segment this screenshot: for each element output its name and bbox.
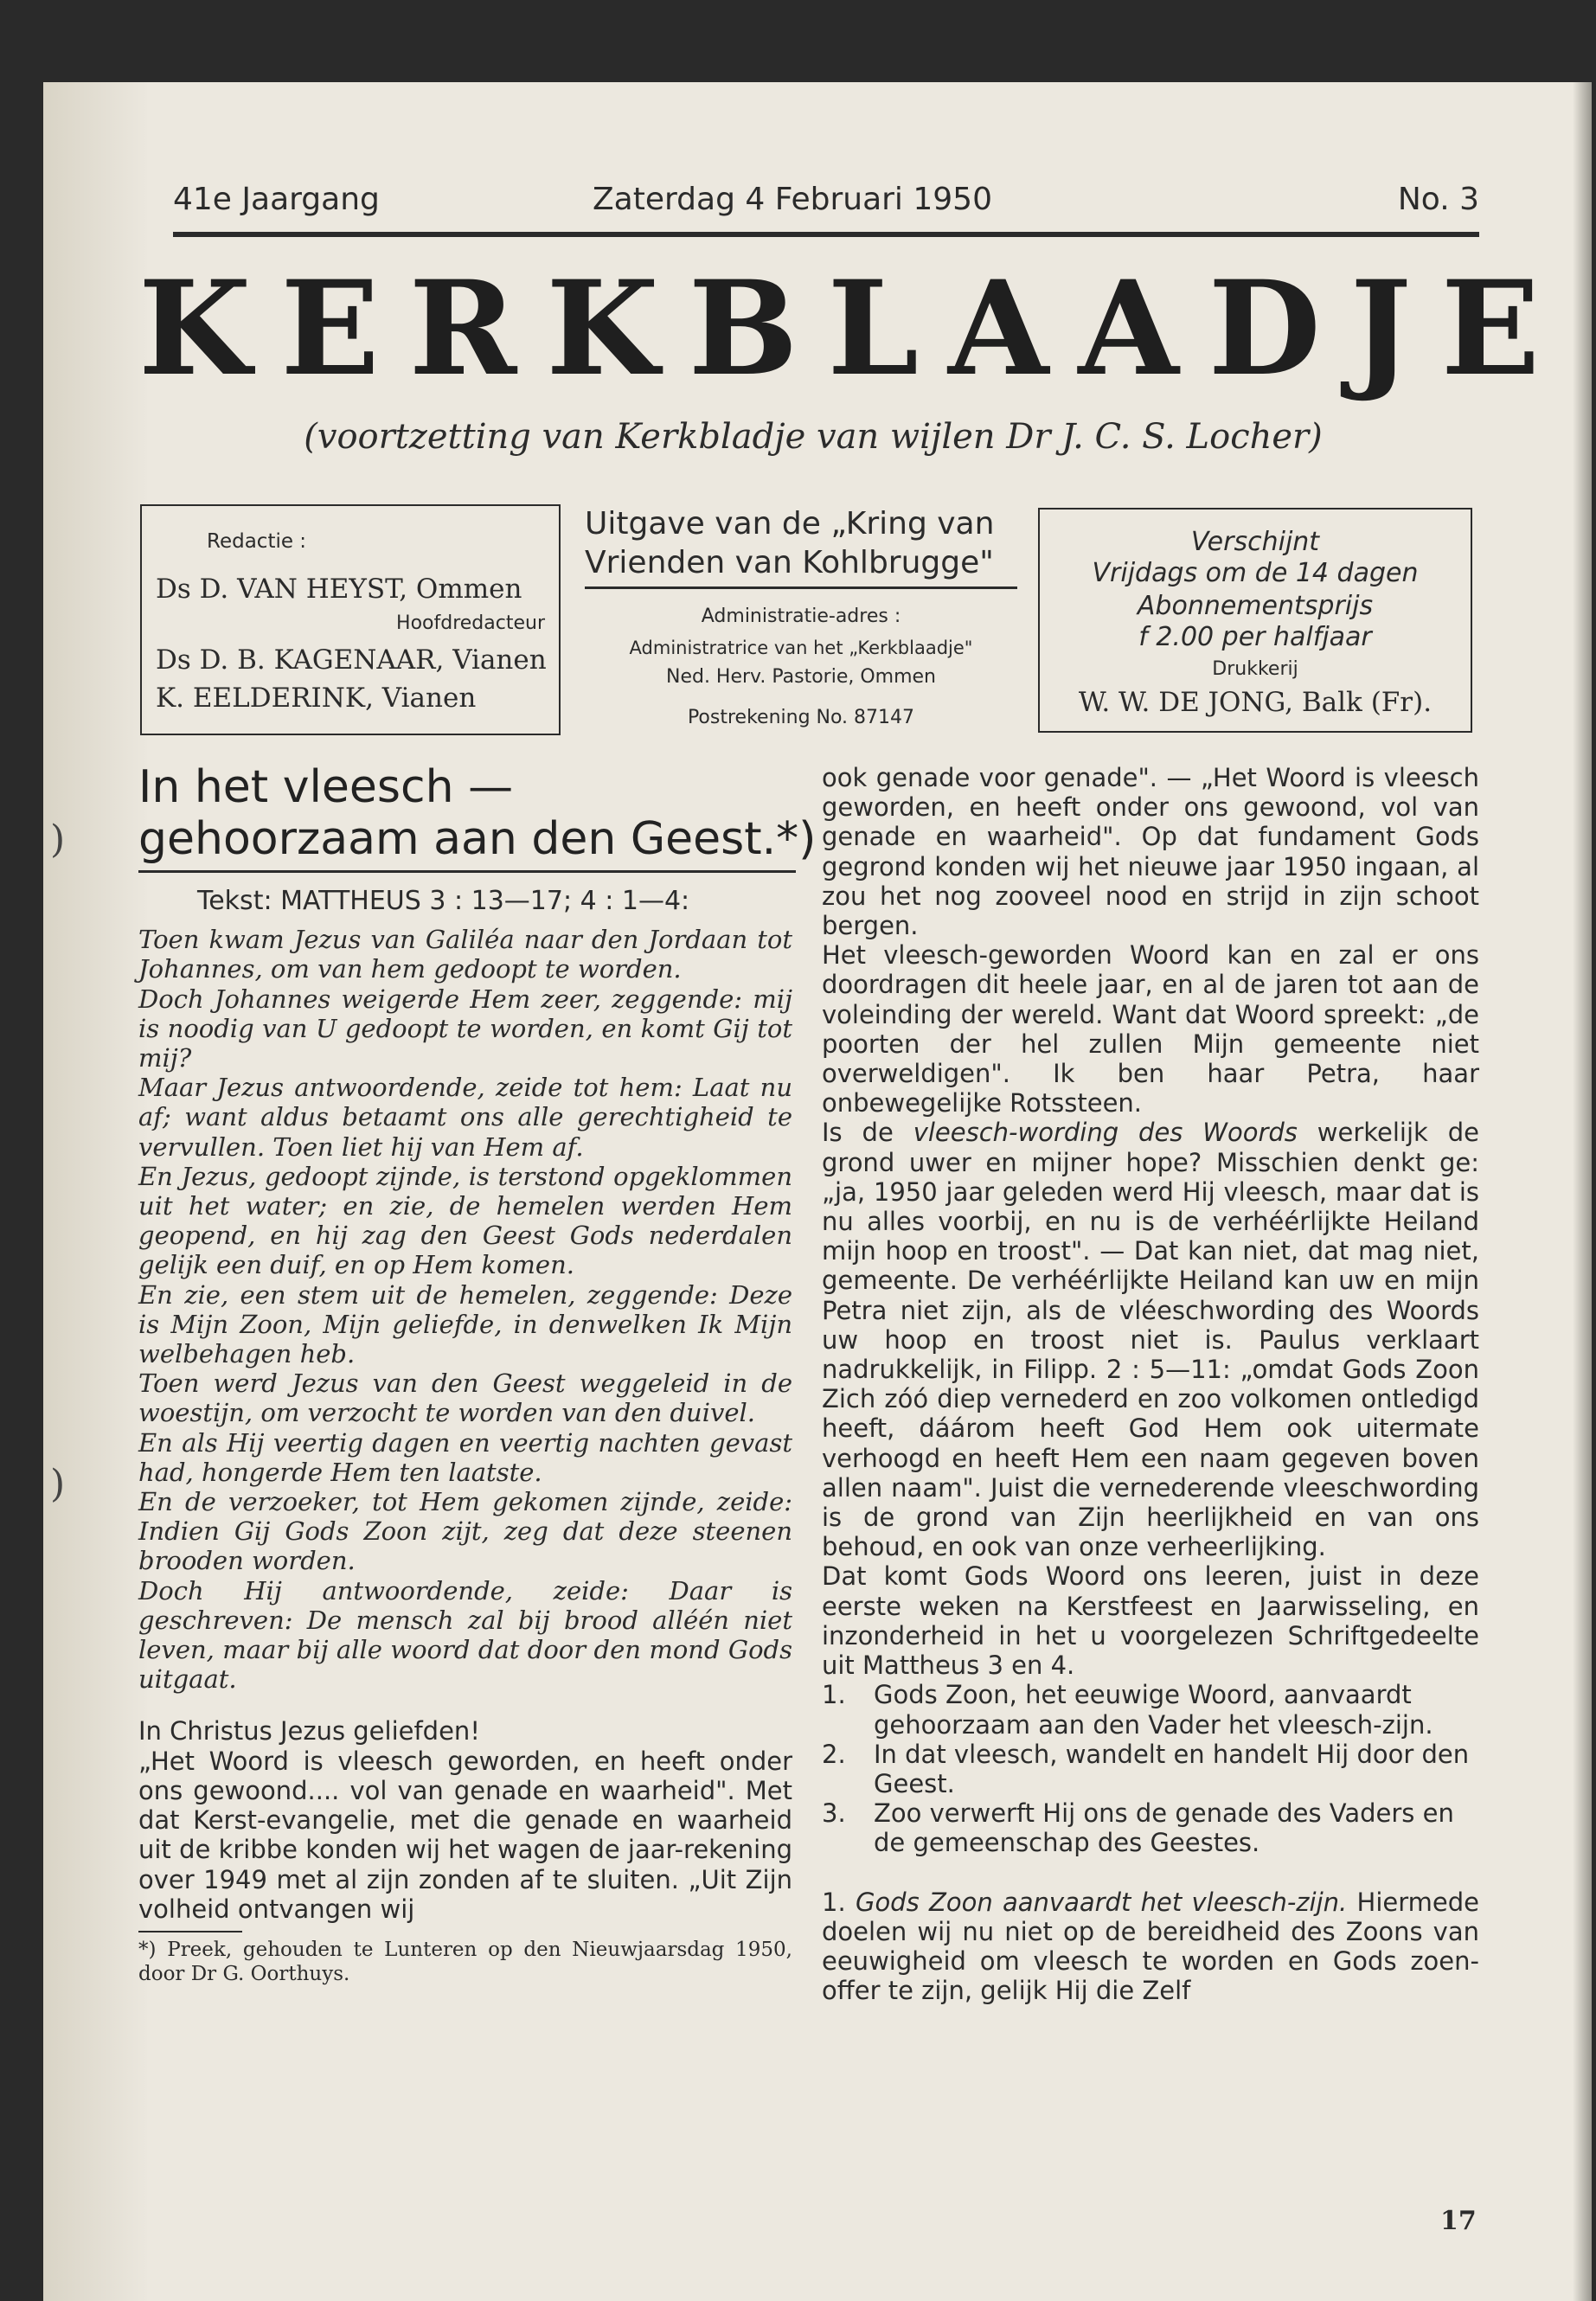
body-text: Is de [822, 1118, 913, 1148]
scripture-verse: En de verzoeker, tot Hem gekomen zijnde, zeide: Indien Gij Gods Zoon zijt, zeg dat deze steenen brooden worden. [138, 1487, 792, 1576]
frequency-value: Vrijdags om de 14 dagen [1092, 558, 1419, 588]
publisher-line1: Uitgave van de „Kring van [585, 506, 995, 542]
list-number: 2. [822, 1739, 846, 1769]
body-text: werkelijk de grond uwer en mijner hope? Misschien denkt ge: „ja, 1950 jaar geleden werd Hij vleesch, maar dat is nu alles voorbij, en nu is de verhéérlijkte Heiland mijn hoop en troost". — Dat kan niet, dat mag niet, gemeente. De verhéérlijkte Heiland kan uw en mijn Petra niet zijn, als de vléeschwording des Woords uw hoop en troost niet is. Paulus verklaart nadrukkelijk, in Filipp. 2 : 5—11: „omdat Gods Zoon Zich zóó diep vernederd en zoo volkomen ontledigd heeft, dáárom heeft God Hem ook uitermate verhoogd en heeft Hem een naam gegeven boven allen naam". Juist die vernederende vleeschwording is de grond van Zijn heerlijkheid en van ons behoud, en ook van onze verheerlijking. [822, 1118, 1479, 1562]
page-number: 17 [1440, 2206, 1477, 2236]
list-text: Zoo verwerft Hij ons de genade des Vaders en de gemeenschap des Geestes. [874, 1798, 1454, 1858]
scripture-verse: En als Hij veertig dagen en veertig nachten gevast had, hongerde Hem ten laatste. [138, 1427, 792, 1487]
scripture-verse: Toen werd Jezus van den Geest weggeleid in de woestijn, om verzocht te worden van den duivel. [138, 1368, 792, 1428]
issue-number: No. 3 [1397, 182, 1479, 217]
list-item [822, 1740, 1479, 1798]
scripture-verse: Maar Jezus antwoordende, zeide tot hem: Laat nu af; want aldus betaamt ons alle gerechtigheid te vervullen. Toen liet hij van Hem af. [138, 1073, 792, 1162]
list-number: 3. [822, 1798, 846, 1829]
admin-label: Administratie-adres : [701, 606, 901, 627]
editor-heyst: Ds D. VAN HEYST, Ommen [156, 574, 522, 605]
editorial-box [140, 504, 561, 735]
body-paragraph: ook genade voor genade". — „Het Woord is vleesch geworden, en heeft onder ons gewoond, vol van genade en waarheid". Op dat fundament Gods gegrond konden wij het nieuwe jaar 1950 ingaan, al zou het nog zooveel nood en strijd in zijn schoot bergen. [822, 763, 1479, 941]
page-edge-left [43, 82, 147, 2301]
list-number: 1. [822, 1680, 846, 1710]
editor-role: Hoofdredacteur [396, 612, 545, 634]
scripture-verse: En zie, een stem uit de hemelen, zeggende: Deze is Mijn Zoon, Mijn geliefde, in denwelken Ik Mijn welbehagen heb. [138, 1279, 792, 1369]
section-number: 1. [822, 1887, 846, 1917]
scripture-verse: En Jezus, gedoopt zijnde, is terstond opgeklommen uit het water; en zie, de hemelen werden Hem geopend, en hij zag den Geest Gods nederdalen gelijk een duif, en op Hem komen. [138, 1161, 792, 1280]
issue-date: Zaterdag 4 Februari 1950 [593, 182, 992, 217]
list-text: Gods Zoon, het eeuwige Woord, aanvaardt gehoorzaam aan den Vader het vleesch-zijn. [874, 1680, 1433, 1740]
section-heading: Gods Zoon aanvaardt het vleesch-zijn. [855, 1887, 1348, 1917]
scripture-verse: Doch Hij antwoordende, zeide: Daar is geschreven: De mensch zal bij brood alléén niet leven, maar bij alle woord dat door den mond Gods uitgaat. [138, 1575, 792, 1695]
publisher-box [585, 502, 1035, 742]
body-paragraph [822, 1118, 1479, 1561]
editor-eelderink: K. EELDERINK, Vianen [156, 683, 477, 714]
list-item [822, 1798, 1479, 1857]
binding-mark-top: ) [50, 817, 66, 862]
giro-number: Postrekening No. 87147 [687, 707, 915, 728]
scripture-verse: Doch Johannes weigerde Hem zeer, zeggende: mij is noodig van U gedoopt te worden, en komt Gij tot mij? [138, 984, 792, 1074]
scripture-passage [138, 925, 792, 1694]
footnote-rule [138, 1931, 242, 1932]
binding-mark-bottom: ) [50, 1462, 66, 1506]
right-column [822, 763, 1479, 2005]
page-edge-right [1573, 82, 1592, 2301]
body-paragraph: Het vleesch-geworden Woord kan en zal er ons doordragen dit heele jaar, en al de jaren tot aan de voleinding der wereld. Want dat Woord spreekt: „de poorten der hel zullen Mijn gemeente niet overweldigen". Ik ben haar Petra, haar onbewegelijke Rotssteen. [822, 940, 1479, 1118]
article-title-line2: gehoorzaam aan den Geest.*) [138, 813, 817, 865]
publisher-rule [585, 586, 1017, 589]
article-title-line1: In het vleesch — [138, 761, 514, 813]
subscription-box [1038, 508, 1472, 733]
publisher-line2: Vrienden van Kohlbrugge" [585, 545, 994, 580]
masthead-title: KERKBLAADJE [138, 253, 1570, 405]
frequency-label: Verschijnt [1190, 527, 1320, 557]
editor-kagenaar: Ds D. B. KAGENAAR, Vianen [156, 644, 547, 676]
printer-label: Drukkerij [1212, 658, 1298, 680]
footnote: *) Preek, gehouden te Lunteren op den Nieuwjaarsdag 1950, door Dr G. Oorthuys. [138, 1938, 792, 1985]
section-text: Hiermede doelen wij nu niet op de bereidheid des Zoons van eeuwigheid om vleesch te worden en Gods zoen-offer te zijn, gelijk Hij die Zelf [822, 1887, 1479, 2006]
price-value: f 2.00 per halfjaar [1138, 622, 1372, 652]
left-body-text: „Het Woord is vleesch geworden, en heeft onder ons gewoond.... vol van genade en waarheid". Met dat Kerst-evangelie, met die genade en waarheid uit de kribbe konden wij het wagen de jaar-rekening over 1949 met al zijn zonden af te sluiten. „Uit Zijn volheid ontvangen wij [138, 1746, 792, 1924]
scripture-verse: Toen kwam Jezus van Galiléa naar den Jordaan tot Johannes, om van hem gedoopt te worden. [138, 925, 792, 984]
header-rule [173, 232, 1479, 237]
printer-name: W. W. DE JONG, Balk (Fr). [1078, 687, 1433, 718]
admin-line1: Administratrice van het „Kerkblaadje" [629, 638, 973, 658]
title-rule [138, 870, 796, 873]
body-paragraph: Dat komt Gods Woord ons leeren, juist in deze eerste weken na Kerstfeest en Jaarwisseling, en inzonderheid in het u voorgelezen Schriftgedeelte uit Mattheus 3 en 4. [822, 1561, 1479, 1681]
emphasis-text: vleesch-wording des Woords [913, 1118, 1298, 1148]
admin-line2: Ned. Herv. Pastorie, Ommen [665, 666, 936, 688]
sermon-points [822, 1680, 1479, 1857]
masthead-subtitle: (voortzetting van Kerkbladje van wijlen Dr J. C. S. Locher) [304, 417, 1323, 457]
editorial-label: Redactie : [207, 530, 307, 553]
salutation: In Christus Jezus geliefden! [138, 1716, 480, 1747]
volume-label: 41e Jaargang [173, 182, 380, 217]
list-text: In dat vleesch, wandelt en handelt Hij door den Geest. [874, 1739, 1470, 1798]
text-reference: Tekst: MATTHEUS 3 : 13—17; 4 : 1—4: [197, 886, 690, 916]
list-item [822, 1680, 1479, 1739]
section-1-paragraph [822, 1888, 1479, 2006]
price-label: Abonnementsprijs [1137, 591, 1374, 621]
left-column [138, 887, 792, 1986]
